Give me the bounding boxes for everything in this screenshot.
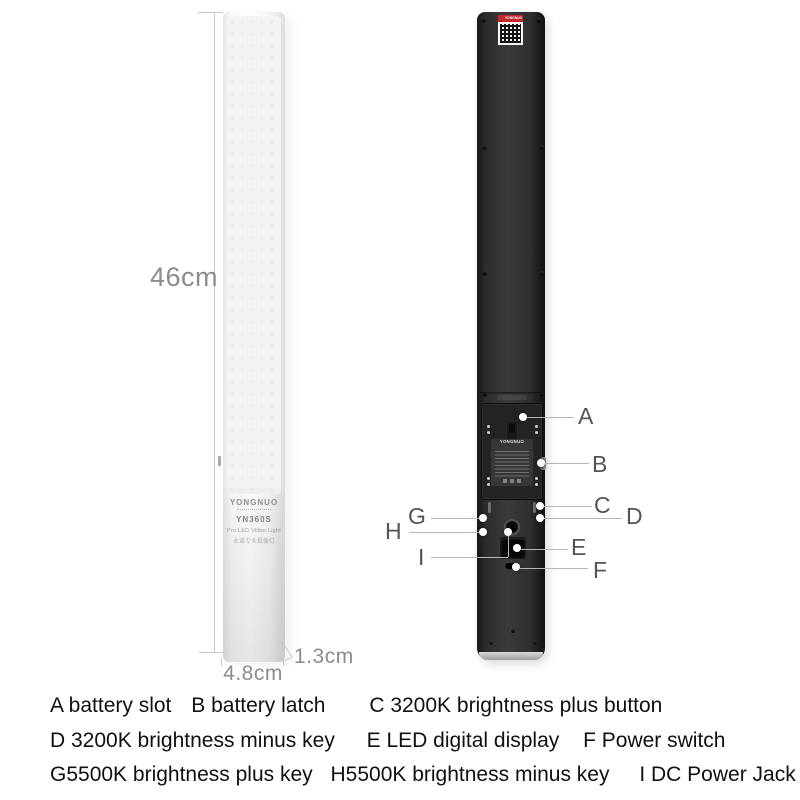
battery-latch-slot [506,421,518,440]
back-view-light-stick [477,12,545,660]
screw [533,641,537,645]
height-dimension-bottom-tick [199,652,224,653]
front-model-text: YN360S [236,515,272,524]
callout-d-letter: D [626,503,643,529]
callout-i-letter: I [418,544,425,570]
legend-item-h: H5500K brightness minus key [330,763,610,786]
mini-screw [487,477,490,480]
qr-pattern [500,24,521,43]
callout-d-dot [536,514,544,522]
certification-marks [503,479,521,483]
callout-f-line [520,568,588,569]
legend-row-3 [50,763,796,787]
callout-a-line [527,417,574,418]
mini-screw [487,483,490,486]
callout-c-line [544,506,592,507]
callout-g-letter: G [408,503,426,529]
front-product-line-cn-text: 永诺专业摄像灯 [232,539,275,545]
legend-row-1 [50,694,662,718]
callout-b-line [545,463,589,464]
qr-code [498,22,523,45]
front-view-light-stick [223,12,285,662]
screw [536,18,541,23]
legend-item-c: C 3200K brightness plus button [369,694,663,717]
screw [489,641,493,645]
front-label-divider [237,509,271,510]
screw [539,145,544,150]
model-marking [497,395,527,400]
button-5500k-plus [488,502,491,513]
mini-screw [535,431,538,434]
callout-g-dot [479,514,487,522]
spec-label-text-lines [495,451,529,477]
callout-a-letter: A [578,403,594,429]
screw [511,629,515,633]
callout-i-dot [504,528,512,536]
screw [482,145,487,150]
legend-item-f: F Power switch [583,729,726,752]
height-dimension-top-tick [198,12,223,13]
callout-f-dot [512,563,520,571]
height-dimension-line [214,13,215,652]
callout-b-dot [537,459,545,467]
callout-c-letter: C [594,492,611,518]
bottom-cap [479,652,543,660]
front-diffuser-panel [227,16,281,494]
legend-item-d: D 3200K brightness minus key [50,729,335,752]
front-product-line-text: Pro LED Video Light [227,528,281,534]
callout-h-dot [479,528,487,536]
body-seam [479,392,543,394]
legend-item-a: A battery slot [50,694,172,717]
mini-screw [535,425,538,428]
front-handle-section [223,488,285,662]
mini-screw [487,431,490,434]
depth-dimension-label: 1.3cm [294,645,354,668]
mini-screw [535,483,538,486]
qr-brand-text: YONGNUO [504,16,523,20]
callout-i-line [431,557,508,558]
callout-e-letter: E [571,534,587,560]
legend-row-2 [50,729,725,753]
callout-h-line [409,532,479,533]
front-brand-text: YONGNUO [229,498,279,507]
callout-a-dot [519,413,527,421]
spec-label [491,439,533,486]
callout-i-line-vertical [508,536,509,557]
side-clip [218,456,221,466]
qr-brand-strip [498,15,523,22]
screw [482,271,487,276]
callout-b-letter: B [592,451,608,477]
legend-item-b: B battery latch [191,694,326,717]
front-product-label [223,498,285,545]
legend-item-i: I DC Power Jack [639,763,796,786]
legend-item-g: G5500K brightness plus key [50,763,313,786]
callout-e-dot [513,544,521,552]
width-dimension-label: 4.8cm [223,662,283,685]
callout-h-letter: H [385,518,402,544]
spec-label-brand-text: YONGNUO [499,440,525,445]
callout-g-line [431,518,479,519]
height-dimension-label: 46cm [150,262,219,292]
callout-f-letter: F [593,557,608,583]
callout-c-dot [536,502,544,510]
mini-screw [487,425,490,428]
legend-item-e: E LED digital display [366,729,560,752]
callout-d-line [544,518,622,519]
screw [481,18,486,23]
mini-screw [535,477,538,480]
screw [539,271,544,276]
callout-e-line [521,549,568,550]
